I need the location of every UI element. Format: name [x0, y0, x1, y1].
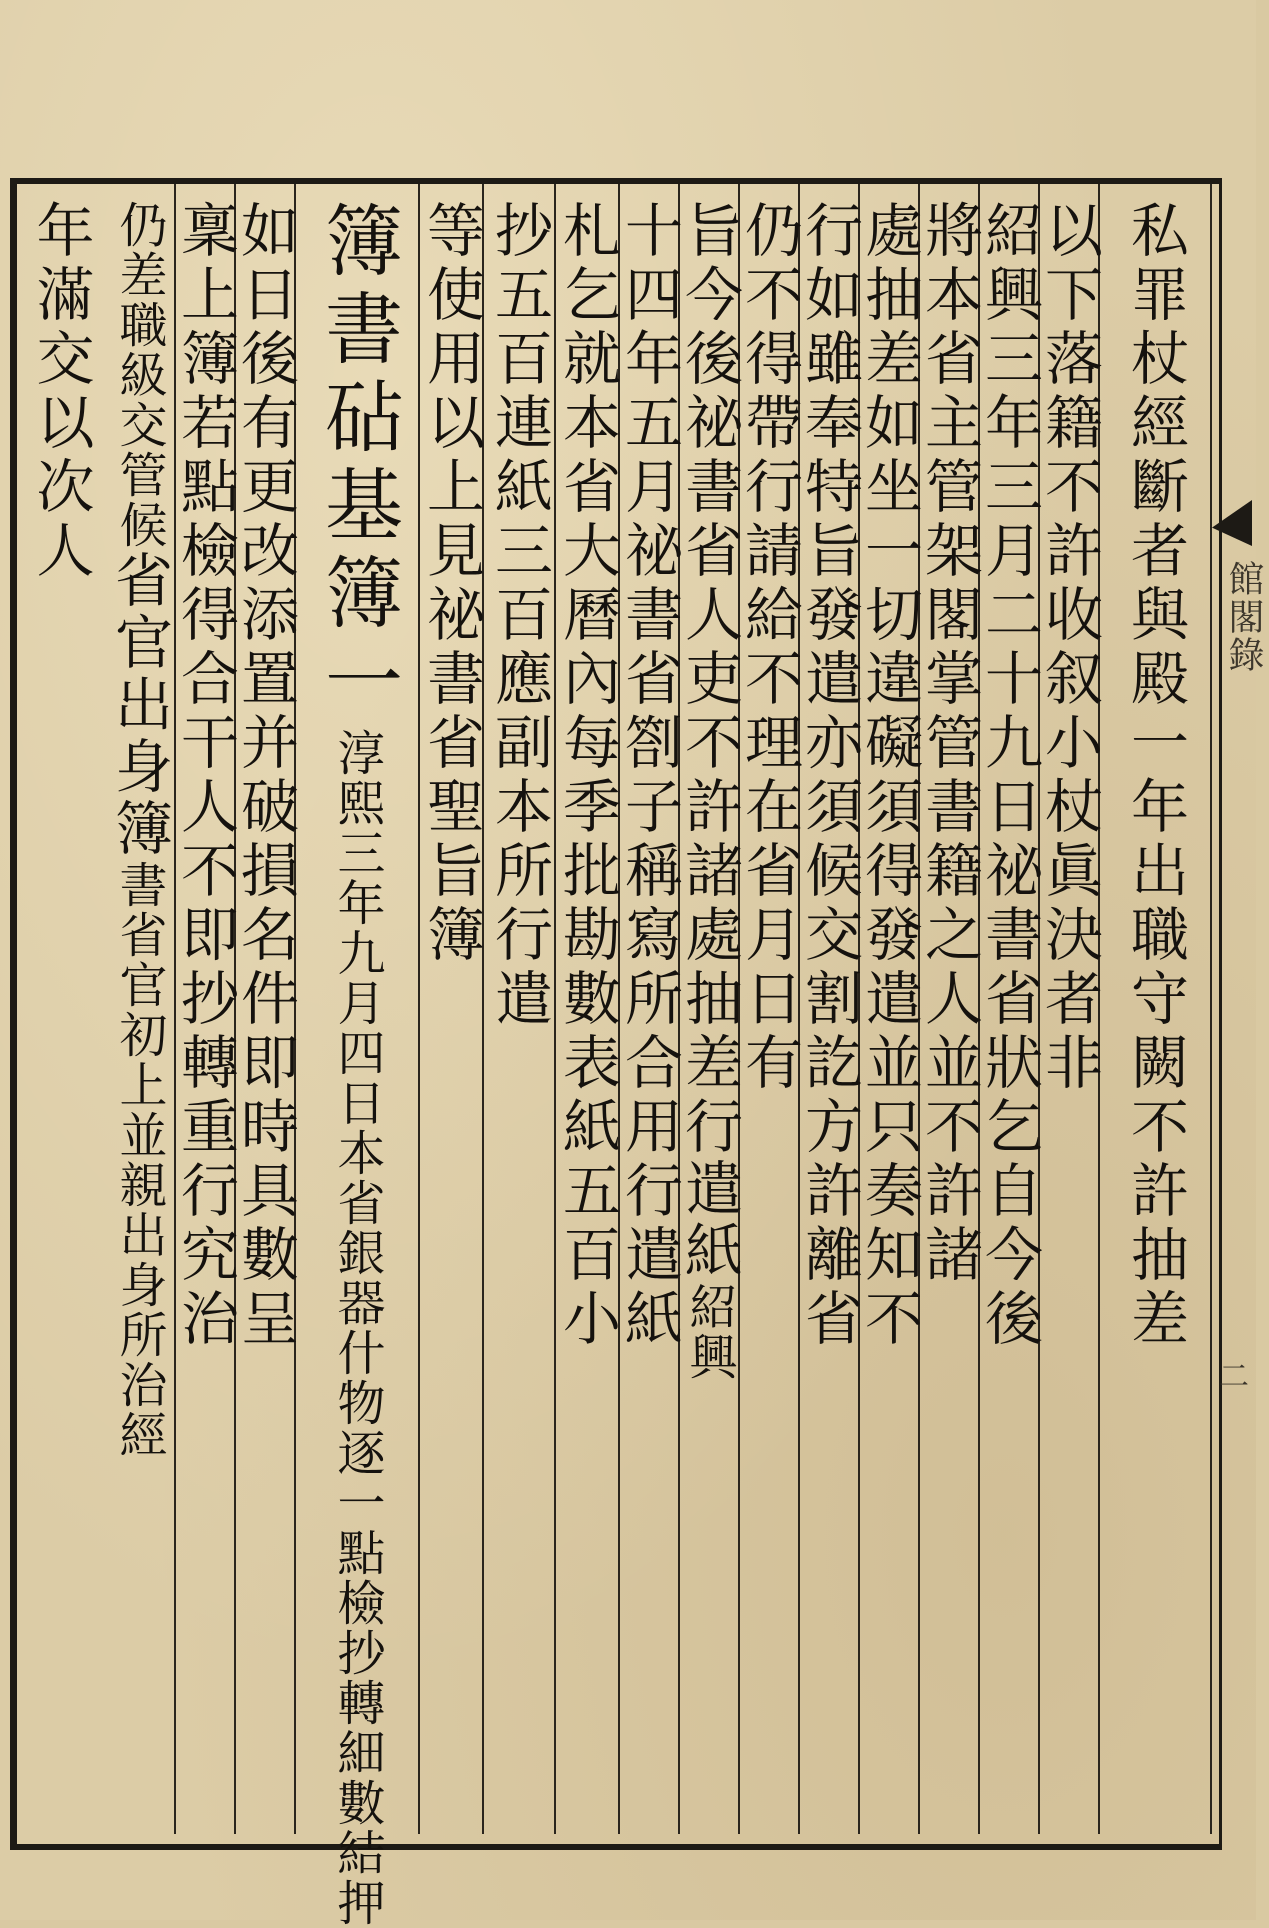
column-heading: 簿書砧基簿一 [312, 200, 402, 728]
folio-number: 二 [1213, 1360, 1248, 1390]
text-column-2 [1035, 184, 1103, 1834]
column-text: 如日後有更改添置并破損名件即時具數呈 [231, 200, 299, 1352]
margin-title: 館閣錄 [1223, 560, 1264, 674]
text-column-15 [104, 184, 176, 1834]
text-column-6 [795, 184, 863, 1834]
text-column-5 [855, 184, 923, 1834]
text-column-13 [231, 184, 299, 1834]
column-note: 紹興 [681, 1282, 737, 1382]
text-column-14 [171, 184, 239, 1834]
column-text: 抄五百連紙三百應副本所行遣 [485, 200, 553, 1032]
text-column-10 [484, 184, 556, 1834]
text-column-16 [17, 184, 104, 1834]
column-text: 年滿交以次人 [26, 200, 95, 584]
column-text: 行如雖奉特旨發遣亦須候交割訖方許離省 [795, 200, 863, 1352]
column-text [675, 200, 743, 1382]
column-text: 札乞就本省大曆內每季批勘數表紙五百小 [553, 200, 621, 1352]
column-text: 處抽差如坐一切違礙須得發遣並只奏知不 [855, 200, 923, 1352]
column-heading: 行遣紙 [675, 1096, 743, 1282]
text-column-12 [296, 184, 420, 1928]
column-text-part: 旨今後祕書省人吏不許諸處抽差 [675, 200, 743, 1096]
column-heading: 省官出身簿 [105, 550, 173, 860]
column-note: 書省官初上並親出身所治經 [111, 860, 167, 1460]
column-text [312, 200, 402, 1928]
text-column-1 [1100, 184, 1212, 1834]
text-column-3 [975, 184, 1043, 1834]
column-text: 等使用以上見祕書省聖旨簿 [417, 200, 485, 968]
text-column-9 [553, 184, 621, 1834]
text-column-11 [417, 184, 485, 1834]
column-text: 紹興三年三月二十九日祕書省狀乞自今後 [975, 200, 1043, 1352]
text-column-8 [615, 184, 683, 1834]
column-text: 將本省主管架閣掌管書籍之人並不許諸 [915, 200, 983, 1288]
text-column-7b [675, 184, 743, 1834]
column-text-part: 仍差職級交管候 [111, 200, 167, 550]
column-text: 以下落籍不許收叙小杖眞決者非 [1035, 200, 1103, 1096]
column-text [105, 200, 173, 1460]
column-text: 稟上簿若點檢得合干人不即抄轉重行究治 [171, 200, 239, 1352]
text-column-4 [915, 184, 983, 1834]
column-text: 十四年五月祕書省劄子稱寫所合用行遣紙 [615, 200, 683, 1352]
text-column-7 [735, 184, 803, 1834]
column-note: 淳熙三年九月四日本省銀器什物逐一點檢抄轉細數結押 [329, 728, 385, 1928]
column-text: 私罪杖經斷者與殿一年出職守闕不許抽差 [1121, 200, 1189, 1352]
column-text: 仍不得帶行請給不理在省月日有 [735, 200, 803, 1096]
